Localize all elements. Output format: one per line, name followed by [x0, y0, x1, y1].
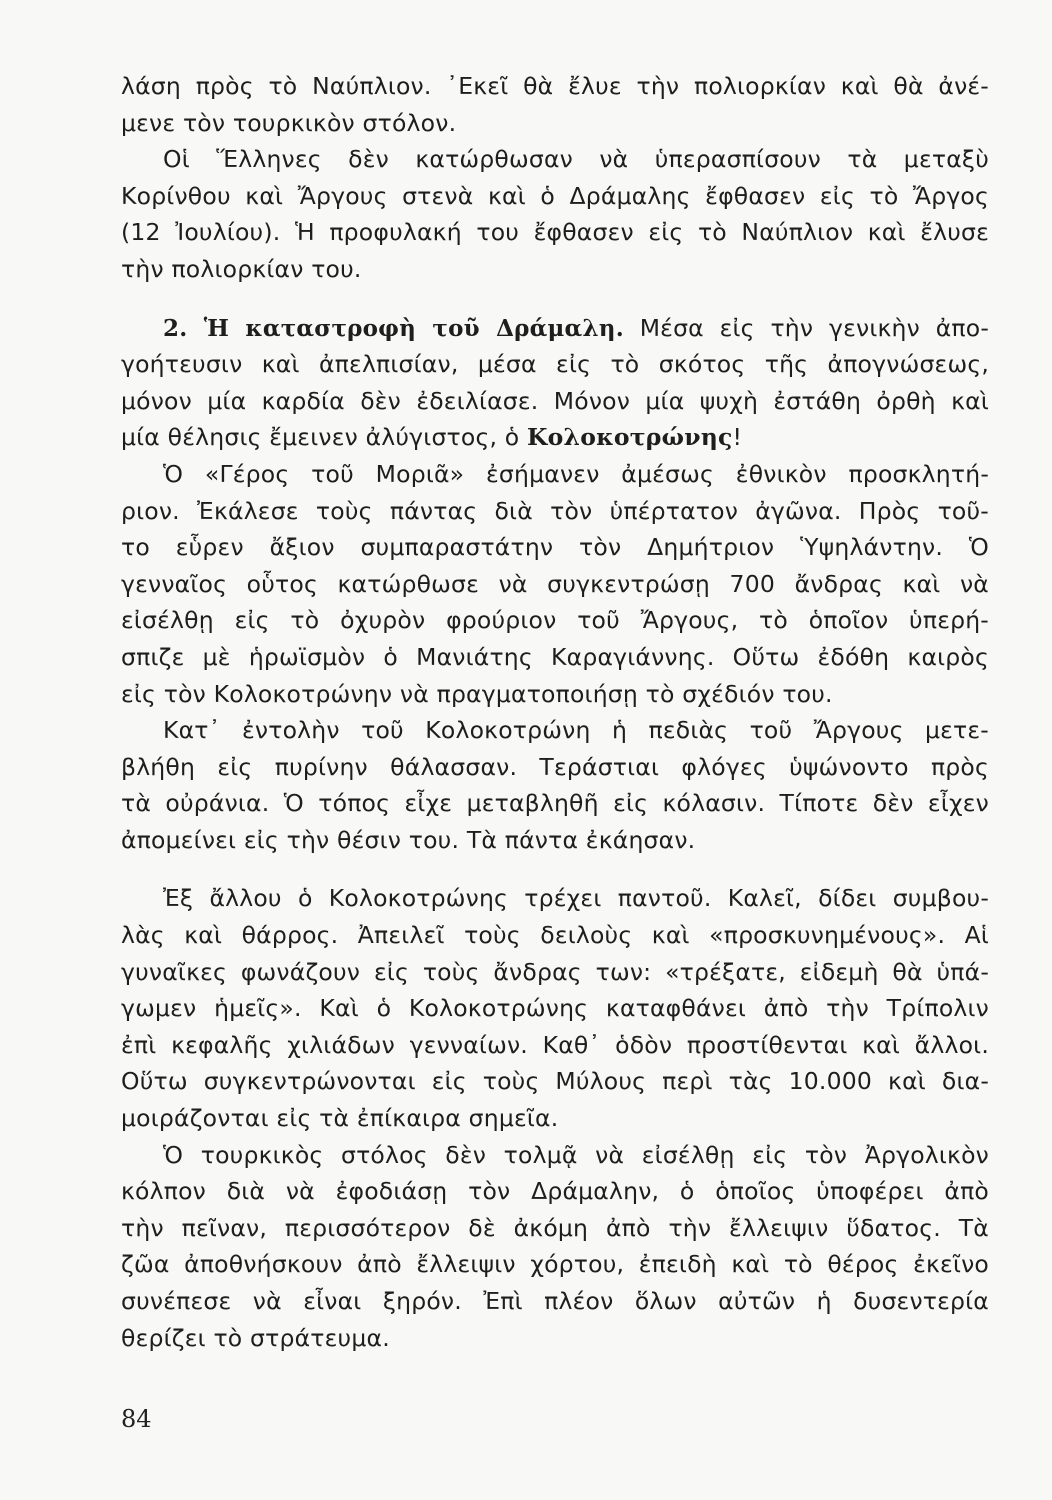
text-line: βλήθη εἰς πυρίνην θάλασσαν. Τεράστιαι φλόγες ὑψώνοντο πρὸς	[121, 752, 989, 781]
text-line: Ὁ τουρκικὸς στόλος δὲν τολμᾷ νὰ εἰσέλθῃ εἰς τὸν Ἀργολικὸν	[163, 1140, 989, 1169]
text-line	[121, 419, 989, 456]
text-line: γυναῖκες φωνάζουν εἰς τοὺς ἄνδρας των: «τρέξατε, εἰδεμὴ θὰ ὑπά-	[121, 957, 989, 986]
text-line: μόνον μία καρδία δὲν ἐδειλίασε. Μόνον μία ψυχὴ ἐστάθη ὀρθὴ καὶ	[121, 386, 989, 415]
text-line: Κορίνθου καὶ Ἄργους στενὰ καὶ ὁ Δράμαλης ἔφθασεν εἰς τὸ Ἄργος	[121, 181, 989, 210]
text-line: τὰ οὐράνια. Ὁ τόπος εἶχε μεταβληθῆ εἰς κόλασιν. Τίποτε δὲν εἶχεν	[121, 789, 989, 818]
text-line: λάση πρὸς τὸ Ναύπλιον. ᾿Εκεῖ θὰ ἔλυε τὴν πολιορκίαν καὶ θὰ ἀνέ-	[121, 72, 989, 100]
text-line: κόλπον διὰ νὰ ἐφοδιάσῃ τὸν Δράμαλην, ὁ ὁποῖος ὑποφέρει ἀπὸ	[121, 1177, 989, 1206]
text-run: !	[732, 423, 743, 452]
text-run: Μέσα εἰς τὴν γενικὴν ἀπο-	[639, 313, 990, 342]
body-text	[121, 68, 989, 1356]
text-line: γοήτευσιν καὶ ἀπελπισίαν, μέσα εἰς τὸ σκότος τῆς ἀπογνώσεως,	[121, 350, 989, 379]
text-line: ἀπομείνει εἰς τὴν θέσιν του. Τὰ πάντα ἐκάησαν.	[121, 825, 696, 854]
text-line: (12 Ἰουλίου). Ἡ προφυλακή του ἔφθασεν εἰς τὸ Ναύπλιον καὶ ἔλυσε	[121, 218, 989, 247]
text-line: συνέπεσε νὰ εἶναι ξηρόν. Ἐπὶ πλέον ὅλων αὐτῶν ἡ δυσεντερία	[121, 1287, 989, 1315]
text-line: Ἐξ ἄλλου ὁ Κολοκοτρώνης τρέχει παντοῦ. Καλεῖ, δίδει συμβου-	[163, 884, 989, 913]
page-number: 84	[121, 1405, 152, 1433]
text-line: εἰσέλθῃ εἰς τὸ ὀχυρὸν φρούριον τοῦ Ἄργους, τὸ ὁποῖον ὑπερή-	[121, 606, 989, 635]
text-line: θερίζει τὸ στράτευμα.	[121, 1323, 390, 1352]
text-line: γωμεν ἡμεῖς». Καὶ ὁ Κολοκοτρώνης καταφθάνει ἀπὸ τὴν Τρίπολιν	[121, 994, 989, 1023]
text-line: λὰς καὶ θάρρος. Ἀπειλεῖ τοὺς δειλοὺς καὶ «προσκυνημένους». Αἱ	[121, 921, 989, 950]
text-line: μοιράζονται εἰς τὰ ἐπίκαιρα σημεῖα.	[121, 1104, 559, 1133]
text-line: τὴν πεῖναν, περισσότερον δὲ ἀκόμη ἀπὸ τὴν ἔλλειψιν ὕδατος. Τὰ	[121, 1213, 989, 1242]
section-heading-line	[121, 310, 989, 347]
text-line: ριον. Ἐκάλεσε τοὺς πάντας διὰ τὸν ὑπέρτατον ἀγῶνα. Πρὸς τοῦ-	[121, 496, 989, 525]
text-line: μενε τὸν τουρκικὸν στόλον.	[121, 108, 457, 137]
text-line: τὴν πολιορκίαν του.	[121, 254, 362, 283]
text-line: Οὕτω συγκεντρώνονται εἰς τοὺς Μύλους περὶ τὰς 10.000 καὶ δια-	[121, 1067, 989, 1096]
bold-name: Κολοκοτρώνης	[527, 423, 733, 452]
text-run: μία θέλησις ἔμεινεν ἀλύγιστος, ὁ	[121, 423, 520, 452]
text-line: ἐπὶ κεφαλῆς χιλιάδων γενναίων. Καθ᾿ ὁδὸν προστίθενται καὶ ἄλλοι.	[121, 1030, 989, 1059]
text-line: το εὗρεν ἄξιον συμπαραστάτην τὸν Δημήτριον Ὑψηλάντην. Ὁ	[121, 533, 989, 562]
text-line: ζῶα ἀποθνήσκουν ἀπὸ ἔλλειψιν χόρτου, ἐπειδὴ καὶ τὸ θέρος ἐκεῖνο	[121, 1250, 989, 1279]
text-line: Ὁ «Γέρος τοῦ Μοριᾶ» ἐσήμανεν ἀμέσως ἐθνικὸν προσκλητή-	[163, 459, 989, 488]
text-line: εἰς τὸν Κολοκοτρώνην νὰ πραγματοποιήσῃ τὸ σχέδιόν του.	[121, 679, 833, 708]
text-line: Κατ᾿ ἐντολὴν τοῦ Κολοκοτρώνη ἡ πεδιὰς τοῦ Ἄργους μετε-	[163, 716, 989, 745]
section-heading: 2. Ἡ καταστροφὴ τοῦ Δράμαλη.	[163, 314, 624, 342]
text-line: σπιζε μὲ ἡρωϊσμὸν ὁ Μανιάτης Καραγιάννης. Οὕτω ἐδόθη καιρὸς	[121, 642, 989, 671]
text-line: Οἱ Ἕλληνες δὲν κατώρθωσαν νὰ ὑπερασπίσουν τὰ μεταξὺ	[163, 145, 989, 174]
text-line: γενναῖος οὗτος κατώρθωσε νὰ συγκεντρώσῃ 700 ἄνδρας καὶ νὰ	[121, 569, 989, 598]
